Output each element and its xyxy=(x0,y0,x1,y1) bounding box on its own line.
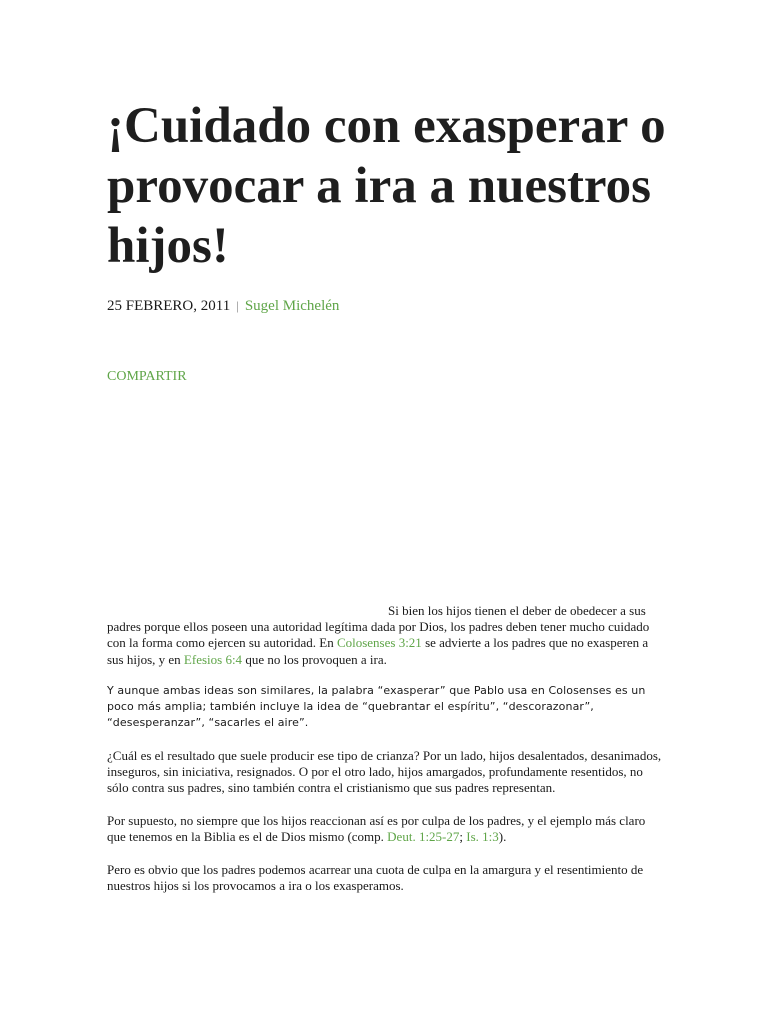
deuteronomio-link[interactable]: Deut. 1:25-27 xyxy=(387,829,460,845)
paragraph-4-text-b: ; xyxy=(459,829,467,845)
meta-separator: | xyxy=(236,298,239,313)
paragraph-5: Pero es obvio que los padres podemos acarrear una cuota de culpa en la amargura y el resentimiento de nuestros hijos si los provocamos a ira o los exasperamos. xyxy=(107,862,644,894)
paragraph-4-text-a: Por supuesto, no siempre que los hijos reaccionan así es por culpa de los padres, y el ejemplo más claro que tenemos en la Biblia es el de Dios mismo (comp. xyxy=(107,813,646,845)
paragraph-2: Y aunque ambas ideas son similares, la palabra “exasperar” que Pablo usa en Colosenses es un poco más amplia; también incluye la idea de “quebrantar el espíritu”, “descorazonar”, “desesperanzar”, “sacarles el aire”. xyxy=(107,684,646,729)
efesios-link[interactable]: Efesios 6:4 xyxy=(183,651,243,667)
paragraph-1-text-c: que no los provoquen a ira. xyxy=(242,651,387,667)
author-link[interactable]: Sugel Michelén xyxy=(244,298,340,314)
paragraph-1-text-b: se advierte a los padres que no exasperen a sus hijos, y en xyxy=(107,635,649,667)
paragraph-1-text-a: Si bien los hijos tienen el deber de obedecer a sus padres porque ellos poseen una autoridad legítima dada por Dios, los padres deben tener mucho cuidado con la forma como ejercen su autoridad. En xyxy=(107,603,650,651)
article-title: ¡Cuidado con exasperar o provocar a ira a nuestros hijos! xyxy=(107,98,666,274)
colosenses-link[interactable]: Colosenses 3:21 xyxy=(336,635,422,651)
share-button[interactable]: COMPARTIR xyxy=(107,369,187,384)
isaias-link[interactable]: Is. 1:3 xyxy=(466,829,499,845)
article-date: 25 FEBRERO, 2011 xyxy=(107,298,231,314)
paragraph-4-text-c: ). xyxy=(498,829,507,845)
paragraph-1 xyxy=(107,603,662,668)
article-meta xyxy=(107,297,339,315)
paragraph-3: ¿Cuál es el resultado que suele producir ese tipo de crianza? Por un lado, hijos desalentados, desanimados, inseguros, sin iniciativa, resignados. O por el otro lado, hijos amargados, profundamente resentidos, no sólo contra sus padres, sino también contra el cristianismo que sus padres representan. xyxy=(107,748,662,796)
paragraph-4 xyxy=(107,813,662,845)
